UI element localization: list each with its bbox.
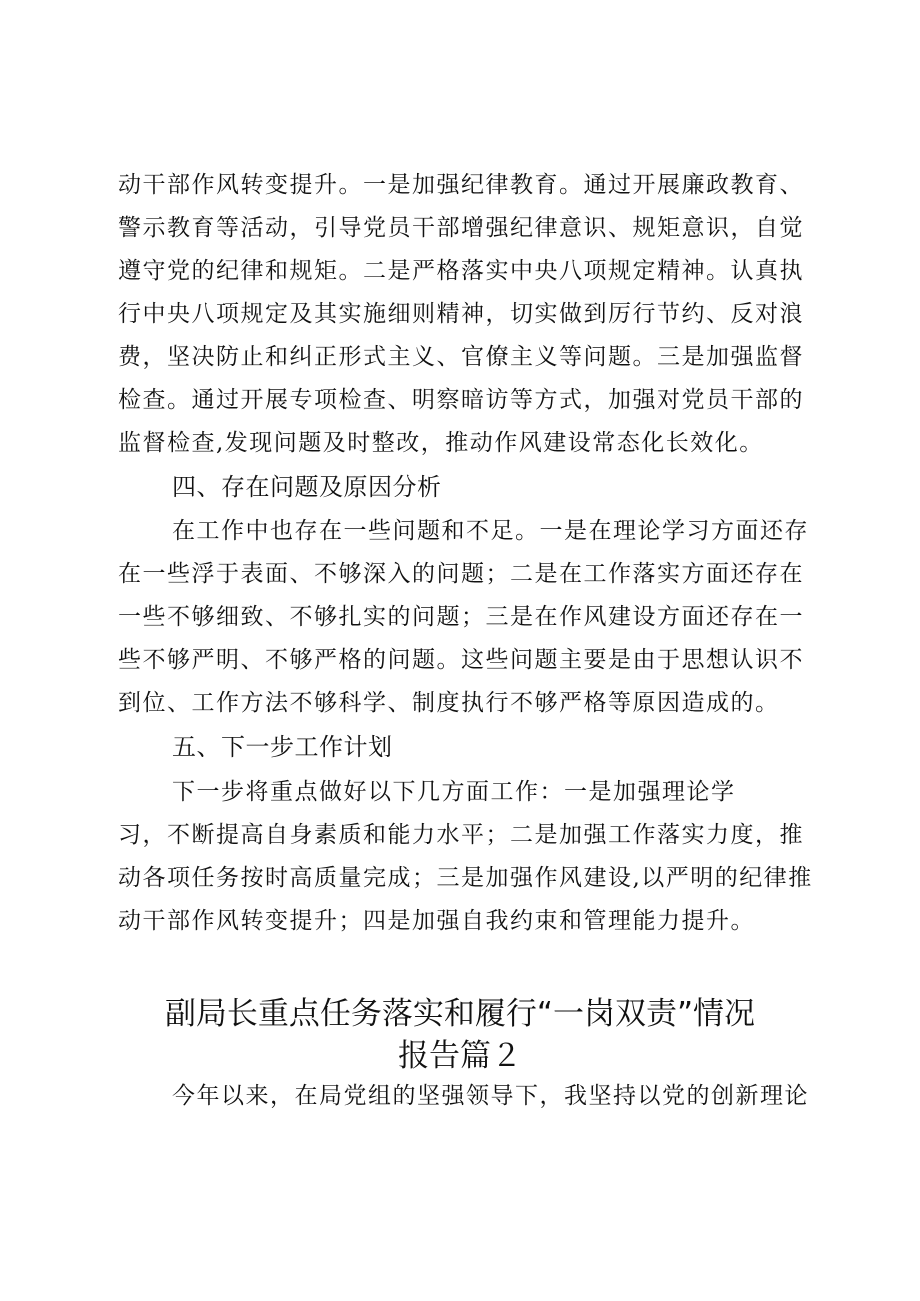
report-title-line-2: 报告篇２ [398,1038,522,1074]
paragraph-1-line-1: 动干部作风转变提升。一是加强纪律教育。通过开展廉政教育、 [118,172,804,198]
section-heading-4: 四、存在问题及原因分析 [172,473,442,501]
paragraph-2-line-2: 在一些浮于表面、不够深入的问题；二是在工作落实方面还存在 [118,561,804,587]
section-heading-5: 五、下一步工作计划 [172,733,393,761]
paragraph-3-line-2: 习，不断提高自身素质和能力水平；二是加强工作落实力度，推 [118,822,804,848]
paragraph-1-line-6: 检查。通过开展专项检查、明察暗访等方式，加强对党员干部的 [118,387,804,413]
paragraph-2-line-5: 到位、工作方法不够科学、制度执行不够严格等原因造成的。 [118,690,780,716]
paragraph-2-line-1: 在工作中也存在一些问题和不足。一是在理论学习方面还存 [172,518,809,544]
paragraph-3-line-4: 动干部作风转变提升；四是加强自我约束和管理能力提升。 [118,908,755,934]
paragraph-2-line-3: 一些不够细致、不够扎实的问题；三是在作风建设方面还存在一 [118,604,804,630]
paragraph-2-line-4: 些不够严明、不够严格的问题。这些问题主要是由于思想认识不 [118,647,804,673]
paragraph-3-line-3: 动各项任务按时高质量完成；三是加强作风建设,以严明的纪律推 [118,865,813,891]
paragraph-4-line-1: 今年以来，在局党组的坚强领导下，我坚持以党的创新理论 [172,1083,809,1109]
paragraph-1-line-3: 遵守党的纪律和规矩。二是严格落实中央八项规定精神。认真执 [118,258,804,284]
paragraph-1-line-2: 警示教育等活动，引导党员干部增强纪律意识、规矩意识，自觉 [118,215,804,241]
paragraph-3-line-1: 下一步将重点做好以下几方面工作：一是加强理论学 [172,779,736,805]
paragraph-1-line-4: 行中央八项规定及其实施细则精神，切实做到厉行节约、反对浪 [118,301,804,327]
paragraph-1-line-7: 监督检查,发现问题及时整改，推动作风建设常态化长效化。 [118,430,764,456]
paragraph-1-line-5: 费，坚决防止和纠正形式主义、官僚主义等问题。三是加强监督 [118,344,804,370]
report-title-line-1: 副局长重点任务落实和履行“一岗双责”情况 [164,996,756,1032]
